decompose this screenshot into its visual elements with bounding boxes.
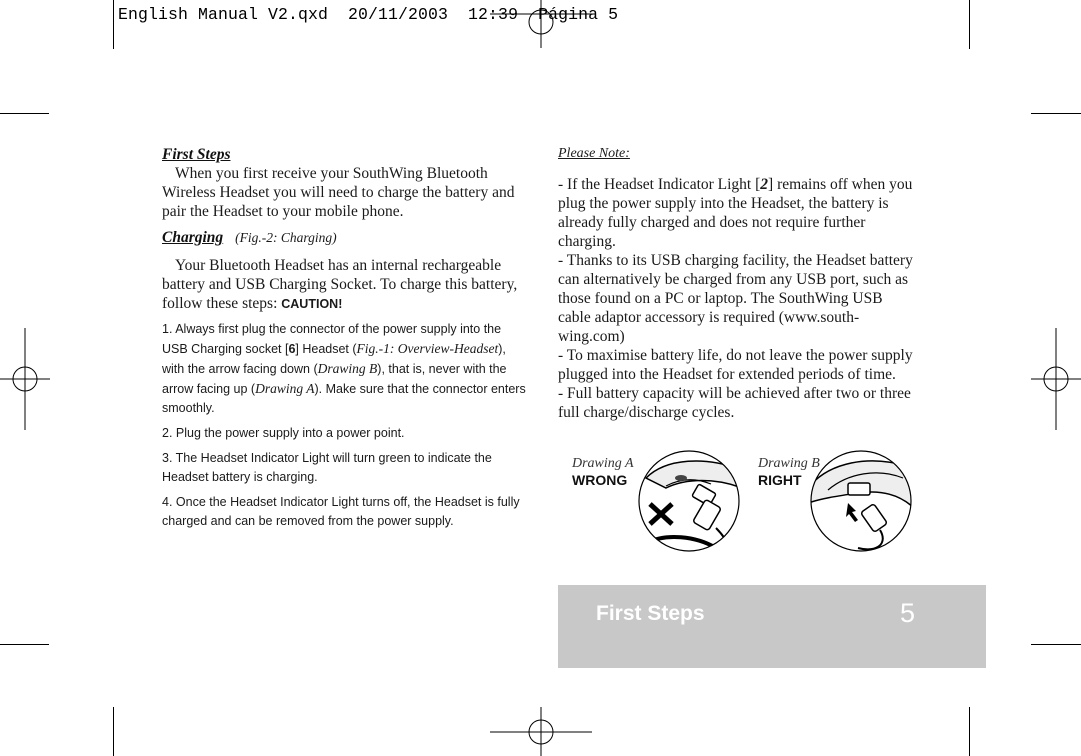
note-1-text-b: ] remains off when you plug the power supply into the Headset, the battery is already fully charged and does not require further charging. xyxy=(558,176,913,250)
please-note-heading: Please Note: xyxy=(558,146,630,161)
charging-heading-row xyxy=(162,229,530,247)
drawing-b-illustration xyxy=(808,448,914,554)
caution-label: CAUTION! xyxy=(281,297,343,311)
charging-heading: Charging xyxy=(162,229,224,246)
charging-figure-ref: (Fig.-2: Charging) xyxy=(235,230,337,245)
drawing-b-label: Drawing B xyxy=(758,456,820,471)
right-column xyxy=(558,146,914,422)
left-column xyxy=(162,146,530,531)
step-1-text-b: ] Headset ( xyxy=(295,342,357,356)
step-4: 4. Once the Headset Indicator Light turns off, the Headset is fully charged and can be removed from the power supply. xyxy=(162,495,520,528)
drawing-a-illustration xyxy=(636,448,742,554)
drawing-a-verdict: WRONG xyxy=(572,472,628,488)
file-slug: English Manual V2.qxd 20/11/2003 12:39 Página 5 xyxy=(118,5,619,24)
note-1-light-number: 2 xyxy=(760,176,769,193)
note-2: - Thanks to its USB charging facility, the Headset battery can alternatively be charged from any USB port, such as those found on a PC or laptop. The SouthWing USB cable adaptor accessory is required (www.south-wing.com) xyxy=(558,252,913,345)
drawing-a-label: Drawing A xyxy=(572,456,634,471)
step-1 xyxy=(162,320,530,418)
step-1-text-e: ). Make sure that the connector enters smoothly. xyxy=(162,382,526,415)
step-1-text-c: ), with the arrow facing down ( xyxy=(162,342,506,376)
step-1-socket-number: 6 xyxy=(288,342,296,356)
charging-paragraph xyxy=(162,256,530,314)
footer-band xyxy=(558,585,986,668)
step-1-fig-ref: Fig.-1: Overview-Headset xyxy=(356,341,499,356)
drawing-b-verdict: RIGHT xyxy=(758,472,802,488)
step-2: 2. Plug the power supply into a power point. xyxy=(162,426,405,440)
intro-paragraph: When you first receive your SouthWing Bluetooth Wireless Headset you will need to charge the battery and pair the Headset to your mobile phone. xyxy=(162,165,515,220)
section-heading-first-steps: First Steps xyxy=(162,146,231,163)
step-1-text-d: ), that is, never with the arrow facing up ( xyxy=(162,362,507,396)
page-number: 5 xyxy=(900,598,916,628)
registration-mark-bottom xyxy=(490,707,592,756)
registration-mark-right xyxy=(1031,328,1081,430)
step-1-drawing-b-ref: Drawing B xyxy=(317,361,378,376)
charging-text: Your Bluetooth Headset has an internal rechargeable battery and USB Charging Socket. To charge this battery, follow these steps: xyxy=(162,257,518,312)
footer-section-title: First Steps xyxy=(596,602,705,625)
registration-mark-top xyxy=(490,0,592,50)
note-4: - Full battery capacity will be achieved after two or three full charge/discharge cycles. xyxy=(558,385,911,421)
step-1-text-a: 1. Always first plug the connector of the power supply into the USB Charging socket [ xyxy=(162,322,502,356)
wrong-x-icon xyxy=(650,504,672,524)
note-3: - To maximise battery life, do not leave the power supply plugged into the Headset for extended periods of time. xyxy=(558,347,913,383)
registration-mark-left xyxy=(0,328,50,430)
note-1 xyxy=(558,175,914,251)
step-3: 3. The Headset Indicator Light will turn green to indicate the Headset battery is charging. xyxy=(162,451,492,484)
drawing-a-caption xyxy=(572,456,634,488)
note-1-text-a: - If the Headset Indicator Light [ xyxy=(558,176,761,193)
step-1-drawing-a-ref: Drawing A xyxy=(255,381,315,396)
